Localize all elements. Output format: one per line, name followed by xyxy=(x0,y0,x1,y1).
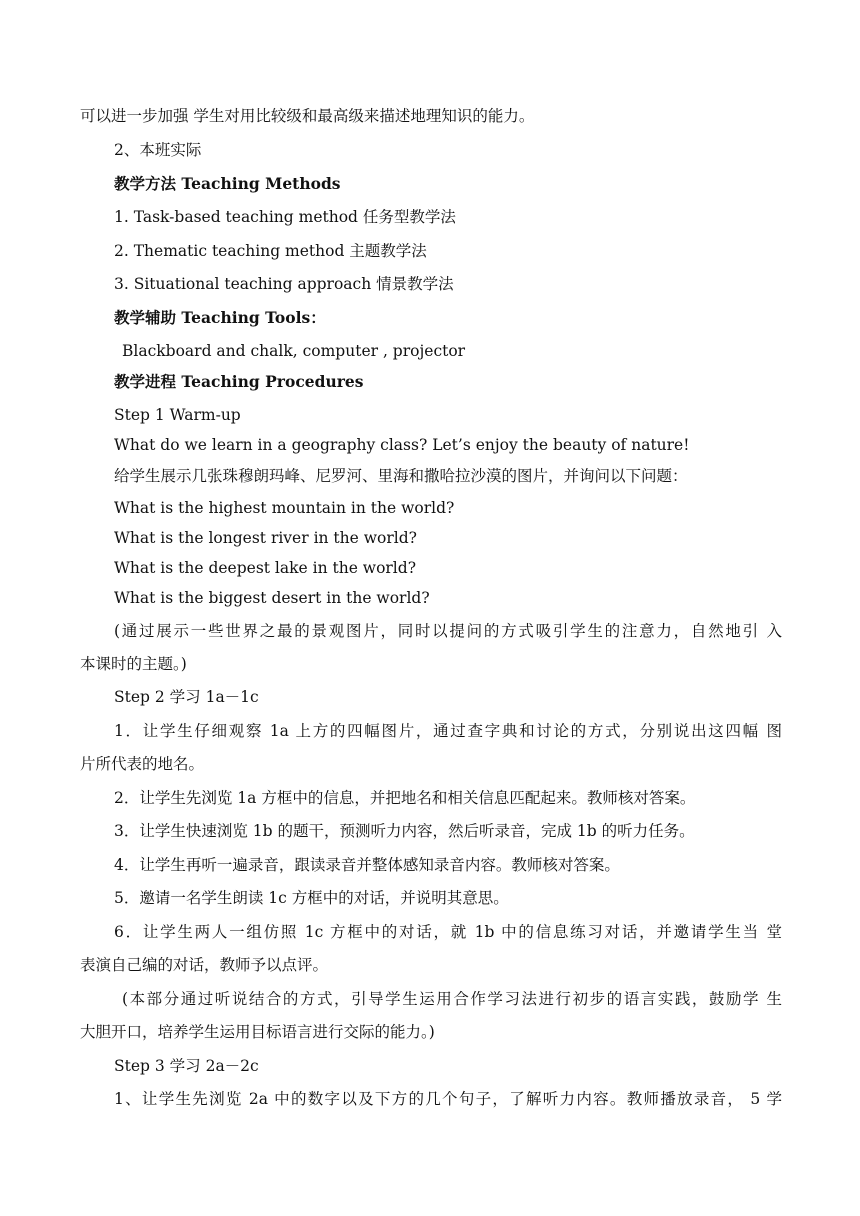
step1-note-line2: 本课时的主题。) xyxy=(80,655,187,673)
step2-item4: 4．让学生再听一遍录音，跟读录音并整体感知录音内容。教师核对答案。 xyxy=(114,856,620,874)
step2-item5: 5．邀请一名学生朗读 1c 方框中的对话，并说明其意思。 xyxy=(114,889,509,907)
question-3: What is the deepest lake in the world? xyxy=(114,559,417,577)
step2-heading: Step 2 学习 1a－1c xyxy=(114,688,259,706)
step2-item1-line1: 1．让学生仔细观察 1a 上方的四幅图片，通过查字典和讨论的方式，分别说出这四幅 图 xyxy=(114,722,782,740)
step1-intro: What do we learn in a geography class? Let’s enjoy the beauty of nature! xyxy=(114,436,690,454)
step1-note-line1: (通过展示一些世界之最的景观图片，同时以提问的方式吸引学生的注意力，自然地引 入 xyxy=(114,622,782,640)
heading-teaching-procedures: 教学进程 Teaching Procedures xyxy=(114,372,364,391)
question-4: What is the biggest desert in the world? xyxy=(114,589,430,607)
tools-list: Blackboard and chalk, computer , projector xyxy=(122,342,466,360)
heading-teaching-tools: 教学辅助 Teaching Tools： xyxy=(114,308,326,327)
method-item-3: 3. Situational teaching approach 情景教学法 xyxy=(114,275,454,293)
step1-heading: Step 1 Warm-up xyxy=(114,406,241,424)
method-item-1: 1. Task-based teaching method 任务型教学法 xyxy=(114,208,456,226)
question-1: What is the highest mountain in the world? xyxy=(114,499,455,517)
step2-item6-line1: 6．让学生两人一组仿照 1c 方框中的对话，就 1b 中的信息练习对话，并邀请学生当 堂 xyxy=(114,923,782,941)
step3-item1-line1: 1、让学生先浏览 2a 中的数字以及下方的几个句子，了解听力内容。教师播放录音， 5 学 xyxy=(114,1090,782,1108)
section-heading-class-situation: 2、本班实际 xyxy=(114,141,202,159)
step1-instruction: 给学生展示几张珠穆朗玛峰、尼罗河、里海和撒哈拉沙漠的图片，并询问以下问题： xyxy=(114,467,688,485)
method-item-2: 2. Thematic teaching method 主题教学法 xyxy=(114,242,427,260)
step2-note-line1: (本部分通过听说结合的方式，引导学生运用合作学习法进行初步的语言实践，鼓励学 生 xyxy=(122,990,782,1008)
step2-note-line2: 大胆开口，培养学生运用目标语言进行交际的能力。) xyxy=(80,1023,435,1041)
question-2: What is the longest river in the world? xyxy=(114,529,417,547)
step2-item6-line2: 表演自己编的对话，教师予以点评。 xyxy=(80,956,329,974)
step2-item1-line2: 片所代表的地名。 xyxy=(80,755,205,773)
step3-heading: Step 3 学习 2a－2c xyxy=(114,1057,259,1075)
heading-teaching-methods: 教学方法 Teaching Methods xyxy=(114,174,341,193)
step2-item2: 2．让学生先浏览 1a 方框中的信息，并把地名和相关信息匹配起来。教师核对答案。 xyxy=(114,789,696,807)
step2-item3: 3．让学生快速浏览 1b 的题干，预测听力内容，然后听录音，完成 1b 的听力任务。 xyxy=(114,822,695,840)
text-line-continuation: 可以进一步加强 学生对用比较级和最高级来描述地理知识的能力。 xyxy=(80,107,535,125)
